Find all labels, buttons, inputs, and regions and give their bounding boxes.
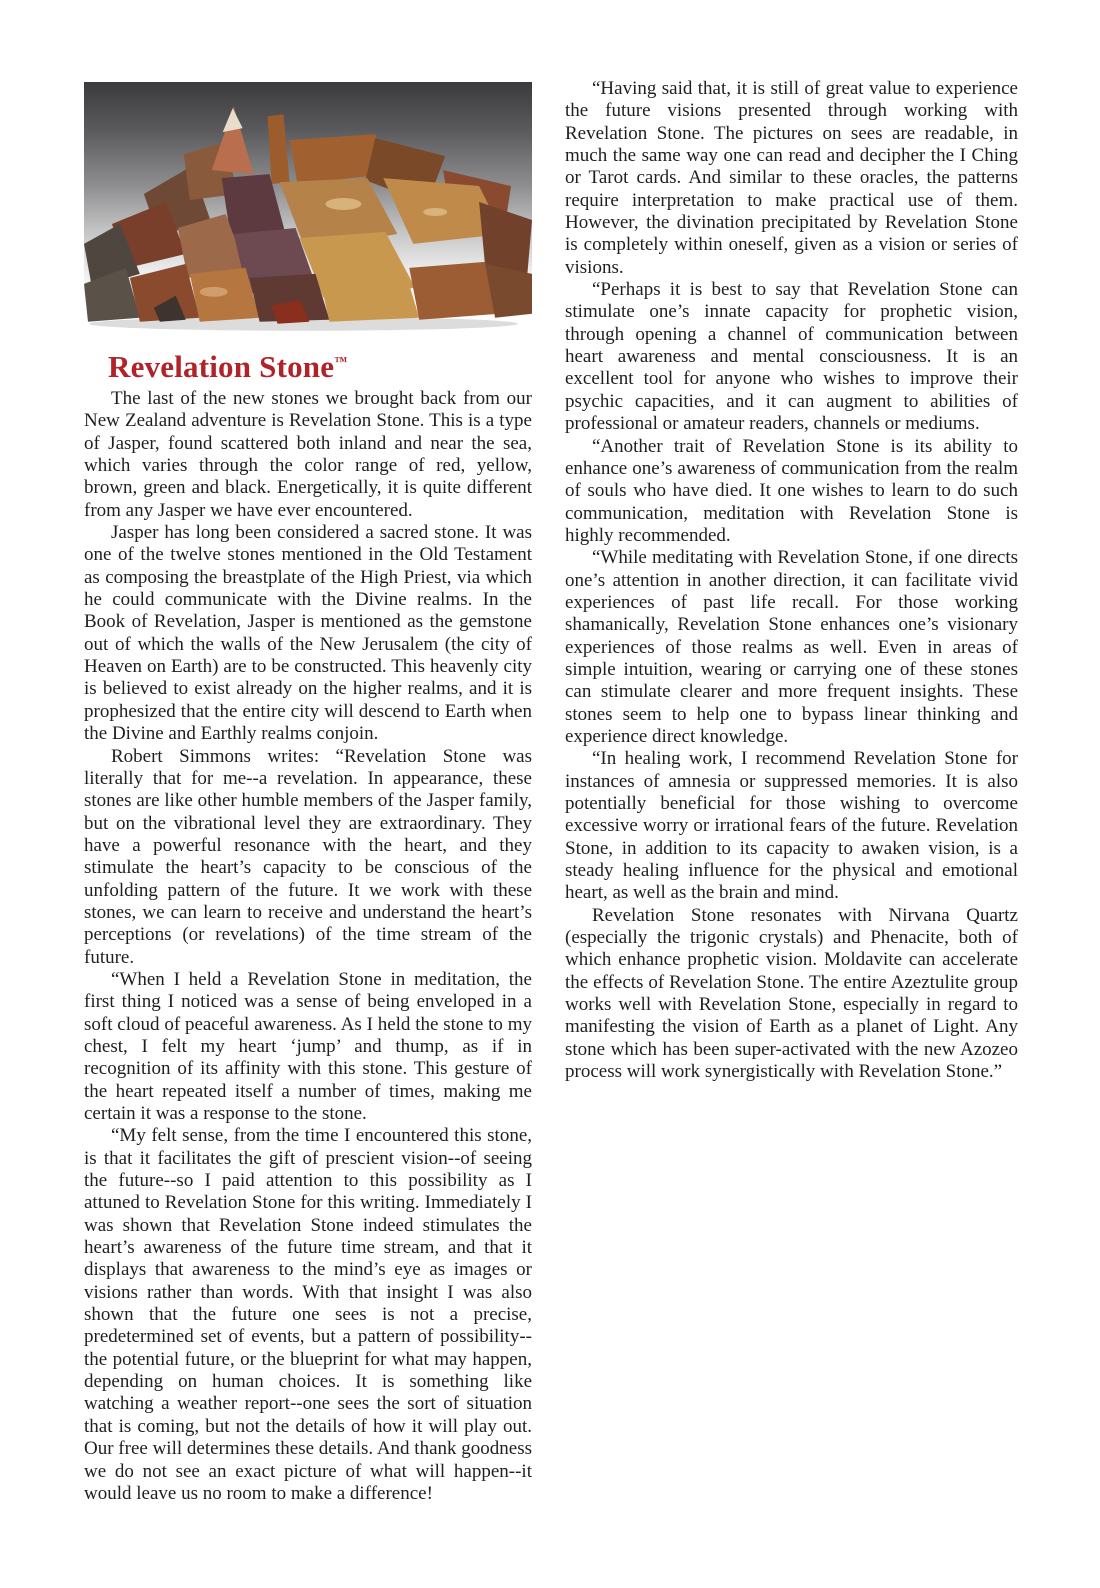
paragraph-felt-sense: “My felt sense, from the time I encountered this stone, is that it facilitates the gift of prescient vision--of seeing the future--so I paid attention to this possibility as I attuned to Revelation Stone for this writing. Immediately I was shown that Revelation Stone indeed stimulates the heart’s awareness of the future time stream, and that it displays that awareness to the mind’s eye as images or visions rather than words. With that insight I was also shown that the future one sees is not a precise, predetermined set of events, but a pattern of possibility--the potential future, or the blueprint for what may happen, depending on human choices. It is something like watching a weather report--one sees the sort of situation that is coming, but not the details of how it will play out. Our free will determines these details. And thank goodness we do not see an exact picture of what will happen--it would leave us no room to make a difference! <box>84 1125 532 1504</box>
paragraph-having-said: “Having said that, it is still of great value to experience the future visions presented through working with Revelation Stone. The pictures on sees are readable, in much the same way one can read and decipher the I Ching or Tarot cards. And similar to these oracles, the patterns require interpretation to make practical use of them. However, the divination precipitated by Revelation Stone is completely within oneself, given as a vision or series of visions. <box>565 78 1018 278</box>
paragraph-simmons-quote: Robert Simmons writes: “Revelation Stone was literally that for me--a revelation. In appearance, these stones are like other humble members of the Jasper family, but on the vibrational level they are extraordinary. They have a powerful resonance with the heart, and they stimulate the heart’s capacity to be conscious of the unfolding pattern of the future. It we work with these stones, we can learn to receive and understand the heart’s perceptions (or revelations) of the time stream of the future. <box>84 745 532 968</box>
stones-illustration <box>84 82 532 341</box>
page-title-text: Revelation Stone <box>108 349 335 384</box>
right-column <box>565 78 1018 1083</box>
paragraph-meditation: “When I held a Revelation Stone in meditation, the first thing I noticed was a sense of being enveloped in a soft cloud of peaceful awareness. As I held the stone to my chest, I felt my heart ‘jump’ and thump, as if in recognition of its affinity with this stone. This gesture of the heart repeated itself a number of times, making me certain it was a response to the stone. <box>84 968 532 1124</box>
page-title <box>84 350 532 384</box>
paragraph-prophetic-vision: “Perhaps it is best to say that Revelation Stone can stimulate one’s innate capacity for prophetic vision, through opening a channel of communication between heart awareness and mental consciousness. It is an excellent tool for anyone who wishes to improve their psychic capacities, and it can augment to abilities of professional or amateur readers, channels or mediums. <box>565 279 1018 435</box>
stone-pile-photo <box>84 82 532 341</box>
paragraph-healing-work: “In healing work, I recommend Revelation Stone for instances of amnesia or suppressed memories. It is also potentially beneficial for those wishing to overcome excessive worry or irrational fears of the future. Revelation Stone, in addition to its capacity to awaken vision, is a steady healing influence for the physical and emotional heart, as well as the brain and mind. <box>565 748 1018 904</box>
paragraph-resonance: Revelation Stone resonates with Nirvana Quartz (especially the trigonic crystals) and Phenacite, both of which enhance prophetic vision. Moldavite can accelerate the effects of Revelation Stone. The entire Azeztulite group works well with Revelation Stone, especially in regard to manifesting the vision of Earth as a planet of Light. Any stone which has been super-activated with the new Azozeo process will work synergistically with Revelation Stone.” <box>565 904 1018 1083</box>
left-column <box>84 82 532 1505</box>
paragraph-souls-communication: “Another trait of Revelation Stone is its ability to enhance one’s awareness of communication from the realm of souls who have died. It one wishes to learn to do such communication, meditation with Revelation Stone is highly recommended. <box>565 435 1018 546</box>
paragraph-jasper-history: Jasper has long been considered a sacred stone. It was one of the twelve stones mentioned in the Old Testament as composing the breastplate of the High Priest, via which he could communicate with the Divine realms. In the Book of Revelation, Jasper is mentioned as the gemstone out of which the walls of the New Jerusalem (the city of Heaven on Earth) are to be constructed. This heavenly city is believed to exist already on the higher realms, and it is prophesized that the entire city will descend to Earth when the Divine and Earthly realms conjoin. <box>84 522 532 745</box>
paragraph-intro: The last of the new stones we brought back from our New Zealand adventure is Revelation Stone. This is a type of Jasper, found scattered both inland and near the sea, which varies through the color range of red, yellow, brown, green and black. Energetically, it is quite different from any Jasper we have ever encountered. <box>84 388 532 521</box>
trademark-symbol: ™ <box>334 353 348 369</box>
paragraph-past-life: “While meditating with Revelation Stone, if one directs one’s attention in another direction, it can facilitate vivid experiences of past life recall. For those working shamanically, Revelation Stone enhances one’s visionary experiences of those realms as well. Even in areas of simple intuition, wearing or carrying one of these stones can stimulate clearer and more frequent insights. These stones seem to help one to bypass linear thinking and experience direct knowledge. <box>565 547 1018 747</box>
